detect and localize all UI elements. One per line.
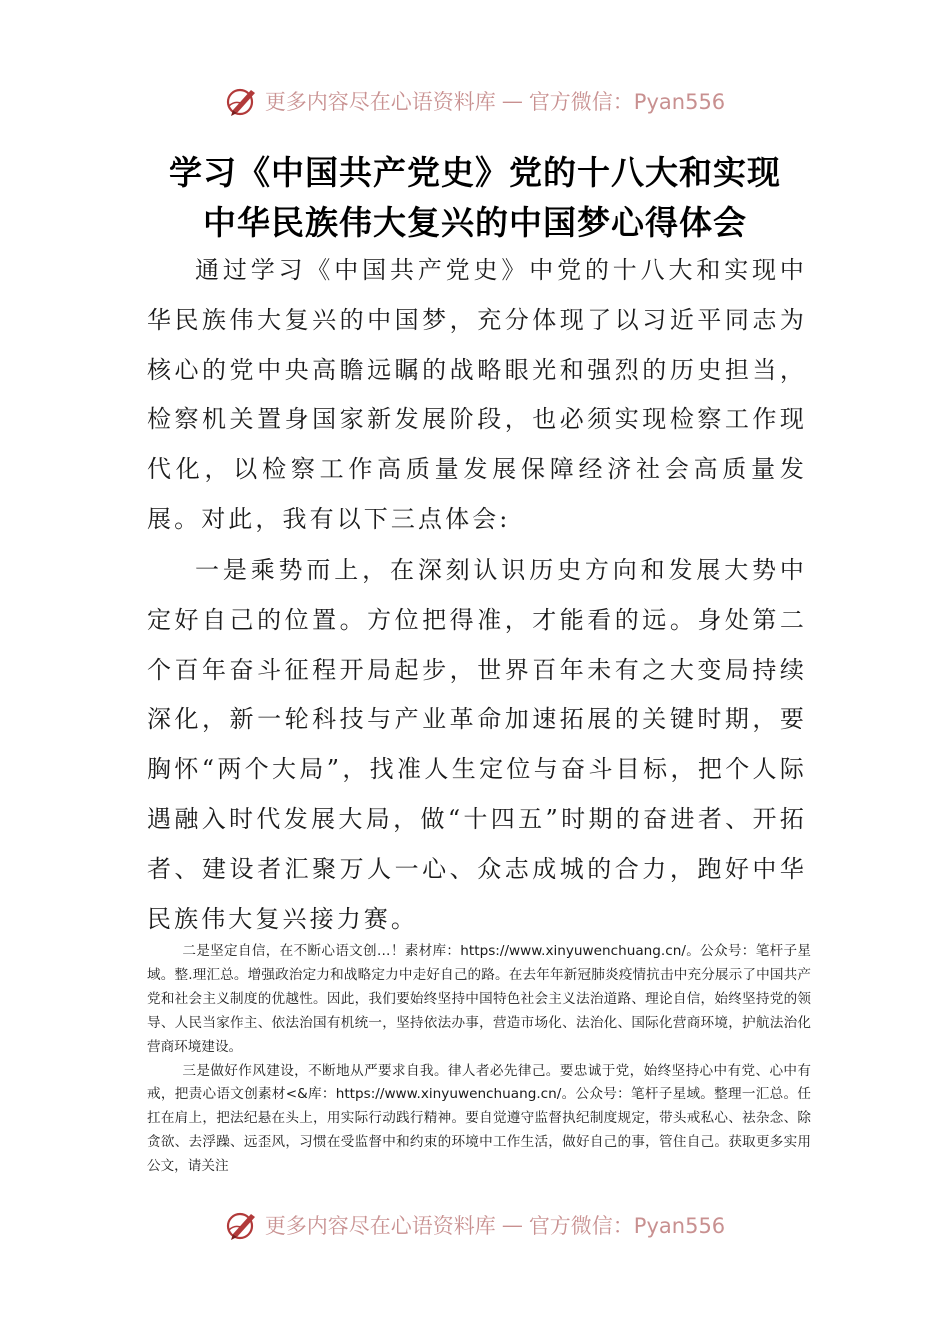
paragraph-text: 通过学习《中国共产党史》中党的十八大和实现中华民族伟大复兴的中国梦，充分体现了以习近平同志为核心的党中央高瞻远瞩的战略眼光和强烈的历史担当，检察机关置身国家新发展阶段，也必须实现检察工作现代化，以检察工作高质量发展保障经济社会高质量发展。对此，我有以下三点体会: (147, 256, 807, 533)
watermark-banner-bottom (0, 1208, 950, 1242)
paragraph-point-three: 三是做好作风建设，不断地从严要求自我。律人者必先律己。要忠诚于党，始终坚持心中有党、心中有戒，把责心语文创素材<&库：https://www.xinyuwenchuang.cn/。公众号：笔杆子星域。整理一汇总。任扛在肩上，把法纪悬在头上，用实际行动践行精神。要自觉遵守监督执纪制度规定，带头戒私心、祛杂念、除贪欲、去浮躁、远歪风，习惯在受监督中和约束的环境中工作生活，做好自己的事，管住自己。获取更多实用公文，请关注 (147, 1062, 811, 1175)
page-title-line2: 中华民族伟大复兴的中国梦心得体会 (203, 203, 747, 242)
banner-separator: — (501, 1213, 523, 1237)
body-paragraph-point-one (147, 546, 807, 944)
banner-wechat: 官方微信：Pyan556 (528, 1214, 726, 1238)
banner-separator: — (501, 89, 523, 113)
page-title-line1: 学习《中国共产党史》党的十八大和实现 (169, 153, 781, 192)
small-paragraphs (147, 940, 811, 1179)
banner-text: 更多内容尽在心语资料库 (264, 1214, 496, 1238)
banner-wechat: 官方微信：Pyan556 (528, 90, 726, 114)
pen-logo-icon (225, 1208, 259, 1242)
paragraph-point-two: 二是坚定自信，在不断心语文创…！素材库：https://www.xinyuwenchuang.cn/。公众号：笔杆子星域。整.理汇总。增强政治定力和战略定力中走好自己的路。在去年年新冠肺炎疫情抗击中充分展示了中国共产党和社会主义制度的优越性。因此，我们要始终坚持中国特色社会主义法治道路、理论自信，始终坚持党的领导、人民当家作主、依法治国有机统一，坚持依法办事，营造市场化、法治化、国际化营商环境，护航法治化营商环境建设。 (147, 943, 811, 1055)
pen-logo-icon (225, 84, 259, 118)
paragraph-text: 一是乘势而上，在深刻认识历史方向和发展大势中定好自己的位置。方位把得准，才能看的远。身处第二个百年奋斗征程开局起步，世界百年未有之大变局持续深化，新一轮科技与产业革命加速拓展的关键时期，要胸怀“两个大局”，找准人生定位与奋斗目标，把个人际遇融入时代发展大局，做“十四五”时期的奋进者、开拓者、建设者汇聚万人一心、众志成城的合力，跑好中华民族伟大复兴接力赛。 (147, 556, 807, 933)
watermark-banner-top (0, 84, 950, 118)
banner-text: 更多内容尽在心语资料库 (264, 90, 496, 114)
body-paragraph-intro (147, 246, 807, 545)
